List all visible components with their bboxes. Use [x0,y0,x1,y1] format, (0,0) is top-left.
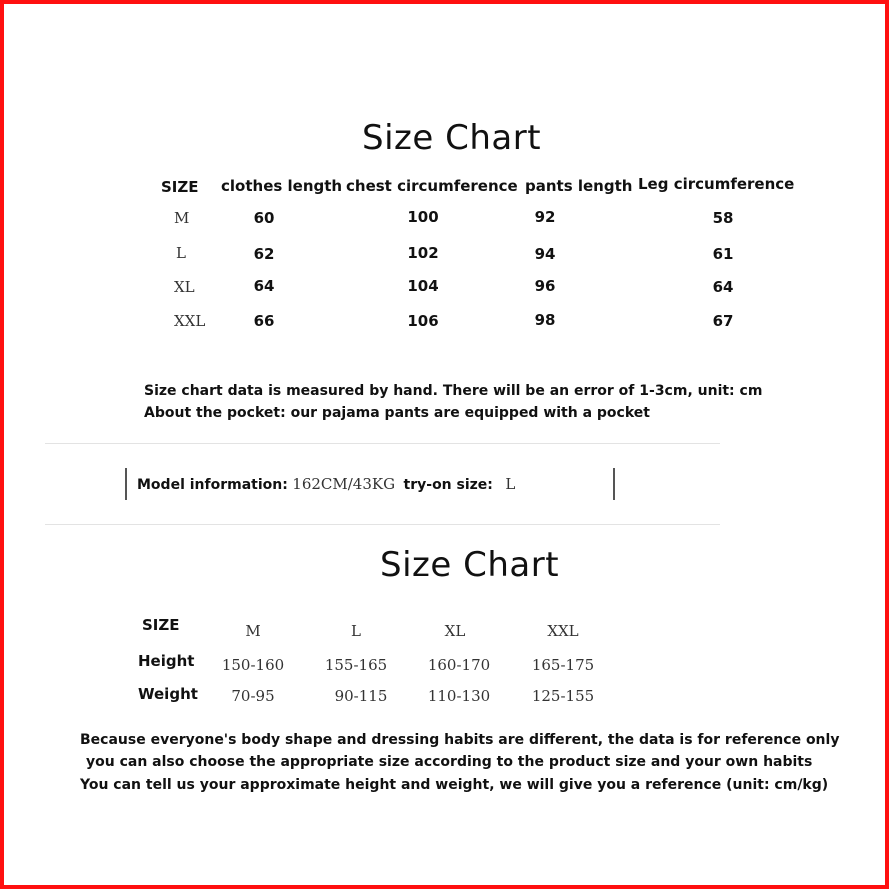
row-size-label: XL [174,278,195,296]
height-cell: 165-175 [531,656,595,674]
cell-clothes-length: 60 [253,209,275,227]
row-size-label: M [174,209,190,227]
size-col-label: M [245,622,261,640]
weight-cell: 110-130 [427,687,491,705]
divider [45,524,720,525]
cell-leg: 58 [712,209,734,227]
header-leg-circumference: Leg circumference [638,175,795,193]
pocket-note: About the pocket: our pajama pants are equipped with a pocket [144,405,650,421]
height-cell: 155-165 [324,656,388,674]
cell-leg: 67 [712,312,734,330]
size-col-label: L [351,622,361,640]
row-size-label: L [176,244,186,262]
header-pants-length: pants length [525,177,633,195]
cell-pants-length: 94 [534,245,556,263]
cell-leg: 64 [712,278,734,296]
weight-cell: 90-115 [334,687,388,705]
size-col-label: XL [444,622,466,640]
cell-pants-length: 98 [534,311,556,329]
height-row-label: Height [138,652,195,670]
try-on-label: try-on size: [403,477,493,493]
cell-chest: 104 [407,277,439,295]
height-cell: 160-170 [427,656,491,674]
reference-note: Because everyone's body shape and dressing habits are different, the data is for reference only [80,732,840,748]
model-info-label: Model information: [137,477,288,493]
cell-chest: 106 [407,312,439,330]
cell-clothes-length: 64 [253,277,275,295]
row-size-label: XXL [174,312,206,330]
model-info-line [137,475,515,493]
weight-row-label: Weight [138,685,198,703]
cell-pants-length: 92 [534,208,556,226]
weight-cell: 125-155 [531,687,595,705]
size-row-label: SIZE [142,616,180,634]
header-chest-circumference: chest circumference [346,177,518,195]
cell-leg: 61 [712,245,734,263]
weight-cell: 70-95 [231,687,275,705]
try-on-value: L [505,475,516,493]
height-cell: 150-160 [221,656,285,674]
cell-chest: 102 [407,244,439,262]
size-col-label: XXL [547,622,579,640]
right-bracket-divider [613,468,615,500]
divider [45,443,720,444]
chart2-title: Size Chart [380,545,560,585]
model-info-value: 162CM/43KG [292,475,396,493]
cell-clothes-length: 62 [253,245,275,263]
measurement-note: Size chart data is measured by hand. There will be an error of 1-3cm, unit: cm [144,383,763,399]
contact-note: You can tell us your approximate height and weight, we will give you a reference (unit: cm/kg) [80,777,829,793]
header-size: SIZE [161,178,199,196]
cell-pants-length: 96 [534,277,556,295]
cell-chest: 100 [407,208,439,226]
choose-size-note: you can also choose the appropriate size according to the product size and your own habits [86,754,813,770]
left-bracket-divider [125,468,127,500]
chart1-title: Size Chart [362,118,542,158]
cell-clothes-length: 66 [253,312,275,330]
header-clothes-length: clothes length [221,177,343,195]
